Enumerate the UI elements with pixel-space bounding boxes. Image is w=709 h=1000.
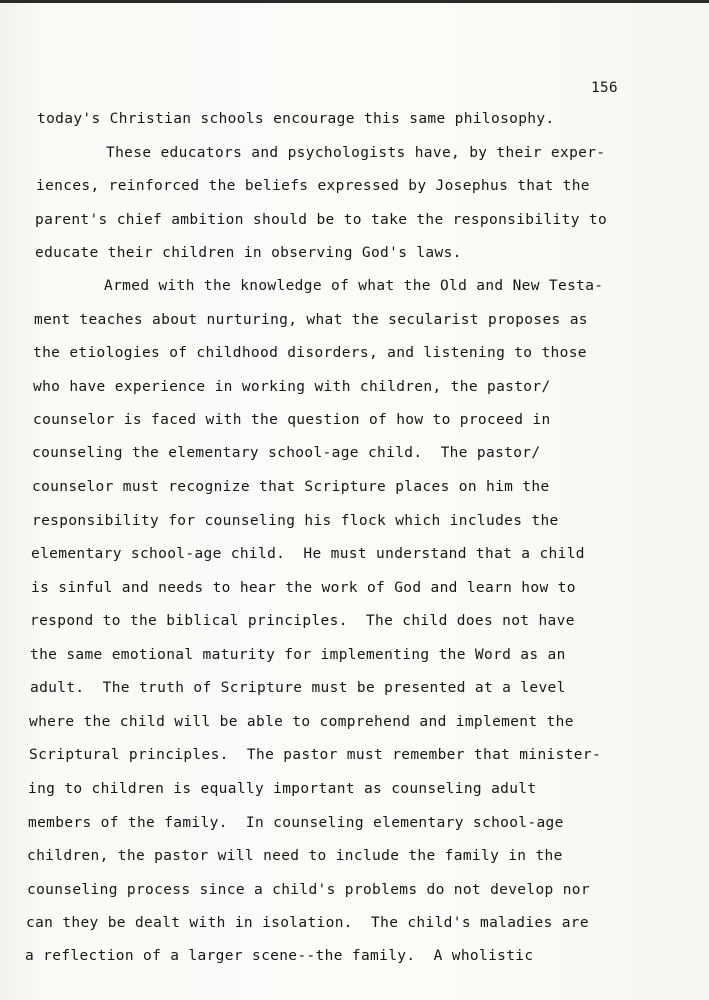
text-line: children, the pastor will need to include the family in the bbox=[27, 848, 563, 864]
text-line: elementary school-age child. He must understand that a child bbox=[31, 546, 585, 562]
text-line: Armed with the knowledge of what the Old and New Testa- bbox=[104, 278, 604, 294]
text-line: educate their children in observing God's laws. bbox=[35, 245, 462, 261]
text-line: adult. The truth of Scripture must be presented at a level bbox=[30, 680, 566, 696]
text-line: the etiologies of childhood disorders, and listening to those bbox=[33, 345, 587, 361]
text-line: a reflection of a larger scene--the family. A wholistic bbox=[25, 948, 534, 964]
text-line: These educators and psychologists have, by their exper- bbox=[106, 145, 606, 161]
text-line: respond to the biblical principles. The child does not have bbox=[30, 613, 575, 629]
text-line: is sinful and needs to hear the work of God and learn how to bbox=[31, 580, 576, 596]
text-line: iences, reinforced the beliefs expressed by Josephus that the bbox=[36, 178, 590, 194]
text-line: where the child will be able to comprehend and implement the bbox=[29, 714, 574, 730]
text-line: counselor must recognize that Scripture places on him the bbox=[32, 479, 550, 495]
page-top-edge bbox=[0, 0, 709, 3]
text-line: members of the family. In counseling elementary school-age bbox=[28, 815, 564, 831]
text-line: ment teaches about nurturing, what the secularist proposes as bbox=[34, 312, 588, 328]
text-line: today's Christian schools encourage this same philosophy. bbox=[37, 111, 555, 127]
text-line: counselor is faced with the question of how to proceed in bbox=[33, 412, 551, 428]
text-line: ing to children is equally important as counseling adult bbox=[28, 781, 537, 797]
text-line: counseling the elementary school-age child. The pastor/ bbox=[32, 445, 541, 461]
text-line: counseling process since a child's problems do not develop nor bbox=[27, 882, 590, 898]
page-number: 156 bbox=[591, 80, 618, 96]
text-line: parent's chief ambition should be to take the responsibility to bbox=[35, 212, 608, 228]
text-line: Scriptural principles. The pastor must remember that minister- bbox=[29, 747, 602, 763]
text-line: responsibility for counseling his flock which includes the bbox=[32, 513, 559, 529]
text-line: the same emotional maturity for implementing the Word as an bbox=[30, 647, 566, 663]
text-line: who have experience in working with children, the pastor/ bbox=[33, 379, 551, 395]
text-line: can they be dealt with in isolation. The child's maladies are bbox=[26, 915, 589, 931]
